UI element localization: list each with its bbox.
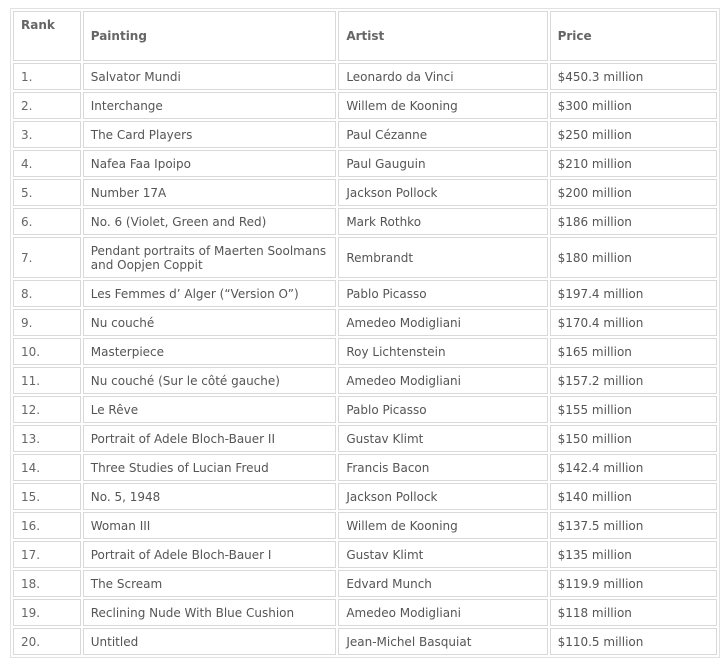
artist-cell: Edvard Munch [338,570,547,597]
price-cell: $119.9 million [550,570,717,597]
table-row [13,280,717,307]
header-painting: Painting [83,11,337,61]
artist-cell: Leonardo da Vinci [338,63,547,90]
painting-cell: Number 17A [83,179,337,206]
painting-cell: Nu couché [83,309,337,336]
artist-cell: Willem de Kooning [338,512,547,539]
price-cell: $110.5 million [550,628,717,655]
rank-cell: 6. [13,208,81,235]
price-cell: $170.4 million [550,309,717,336]
painting-cell: The Scream [83,570,337,597]
table-row [13,599,717,626]
artist-cell: Jackson Pollock [338,483,547,510]
rank-cell: 20. [13,628,81,655]
table-row [13,338,717,365]
rank-cell: 13. [13,425,81,452]
price-cell: $210 million [550,150,717,177]
painting-cell: Les Femmes d’ Alger (“Version O”) [83,280,337,307]
table-row [13,483,717,510]
rank-cell: 1. [13,63,81,90]
header-price: Price [550,11,717,61]
table-row [13,208,717,235]
price-cell: $142.4 million [550,454,717,481]
painting-cell: Nafea Faa Ipoipo [83,150,337,177]
table-row [13,541,717,568]
artist-cell: Jackson Pollock [338,179,547,206]
painting-cell: Untitled [83,628,337,655]
painting-cell: Masterpiece [83,338,337,365]
price-cell: $300 million [550,92,717,119]
table-row [13,367,717,394]
artist-cell: Willem de Kooning [338,92,547,119]
price-cell: $137.5 million [550,512,717,539]
rank-cell: 8. [13,280,81,307]
artist-cell: Gustav Klimt [338,425,547,452]
artist-cell: Francis Bacon [338,454,547,481]
table-body [13,63,717,655]
header-rank: Rank [13,11,81,61]
price-cell: $157.2 million [550,367,717,394]
header-artist: Artist [338,11,547,61]
painting-cell: No. 6 (Violet, Green and Red) [83,208,337,235]
price-cell: $200 million [550,179,717,206]
rank-cell: 16. [13,512,81,539]
table-row [13,570,717,597]
artist-cell: Amedeo Modigliani [338,367,547,394]
artist-cell: Rembrandt [338,237,547,278]
painting-cell: Interchange [83,92,337,119]
table-row [13,150,717,177]
rank-cell: 19. [13,599,81,626]
price-cell: $140 million [550,483,717,510]
painting-cell: Nu couché (Sur le côté gauche) [83,367,337,394]
table-row [13,179,717,206]
table-row [13,512,717,539]
painting-cell: Reclining Nude With Blue Cushion [83,599,337,626]
table-container [10,8,720,658]
paintings-table [10,8,720,658]
rank-cell: 18. [13,570,81,597]
painting-cell: Portrait of Adele Bloch-Bauer II [83,425,337,452]
painting-cell: Salvator Mundi [83,63,337,90]
price-cell: $186 million [550,208,717,235]
rank-cell: 9. [13,309,81,336]
price-cell: $197.4 million [550,280,717,307]
price-cell: $118 million [550,599,717,626]
price-cell: $165 million [550,338,717,365]
artist-cell: Pablo Picasso [338,396,547,423]
rank-cell: 11. [13,367,81,394]
rank-cell: 4. [13,150,81,177]
table-row [13,628,717,655]
painting-cell: Le Rêve [83,396,337,423]
price-cell: $250 million [550,121,717,148]
table-row [13,63,717,90]
rank-cell: 3. [13,121,81,148]
artist-cell: Paul Gauguin [338,150,547,177]
rank-cell: 7. [13,237,81,278]
artist-cell: Amedeo Modigliani [338,309,547,336]
artist-cell: Amedeo Modigliani [338,599,547,626]
rank-cell: 2. [13,92,81,119]
table-row [13,309,717,336]
artist-cell: Gustav Klimt [338,541,547,568]
painting-cell: Pendant portraits of Maerten Soolmans and Oopjen Coppit [83,237,337,278]
table-row [13,396,717,423]
table-row [13,92,717,119]
price-cell: $450.3 million [550,63,717,90]
price-cell: $135 million [550,541,717,568]
price-cell: $180 million [550,237,717,278]
artist-cell: Paul Cézanne [338,121,547,148]
rank-cell: 5. [13,179,81,206]
rank-cell: 12. [13,396,81,423]
table-row [13,454,717,481]
table-row [13,425,717,452]
table-row [13,121,717,148]
artist-cell: Mark Rothko [338,208,547,235]
artist-cell: Pablo Picasso [338,280,547,307]
rank-cell: 14. [13,454,81,481]
artist-cell: Jean-Michel Basquiat [338,628,547,655]
artist-cell: Roy Lichtenstein [338,338,547,365]
painting-cell: No. 5, 1948 [83,483,337,510]
painting-cell: The Card Players [83,121,337,148]
header-row [13,11,717,61]
price-cell: $150 million [550,425,717,452]
rank-cell: 15. [13,483,81,510]
table-row [13,237,717,278]
painting-cell: Three Studies of Lucian Freud [83,454,337,481]
painting-cell: Woman III [83,512,337,539]
rank-cell: 17. [13,541,81,568]
rank-cell: 10. [13,338,81,365]
price-cell: $155 million [550,396,717,423]
painting-cell: Portrait of Adele Bloch-Bauer I [83,541,337,568]
